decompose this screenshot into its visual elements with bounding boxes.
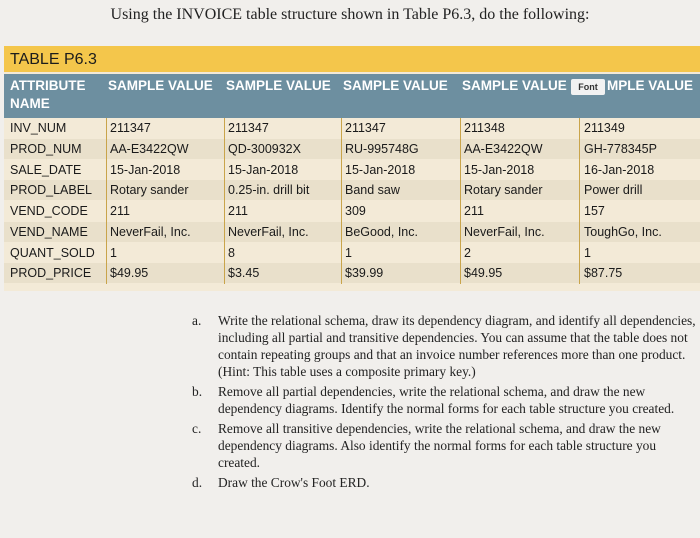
- cell: BeGood, Inc.: [345, 224, 418, 239]
- header-sample-value-2: SAMPLE VALUE: [226, 78, 331, 93]
- cell: 15-Jan-2018: [345, 162, 416, 177]
- cell: Rotary sander: [110, 183, 189, 198]
- font-tooltip-badge: Font: [571, 79, 605, 95]
- task-label: c.: [192, 421, 202, 436]
- cell: 309: [345, 204, 366, 218]
- cell: $49.95: [464, 266, 503, 281]
- table-header-row: [4, 74, 700, 118]
- cell: 211: [228, 204, 248, 218]
- cell: $49.95: [110, 266, 149, 281]
- cell: QUANT_SOLD: [10, 245, 95, 260]
- task-label: a.: [192, 313, 202, 328]
- table-row: [4, 263, 700, 283]
- cell: AA-E3422QW: [110, 141, 189, 156]
- cell: 211347: [110, 121, 151, 135]
- cell: Band saw: [345, 183, 400, 198]
- cell: NeverFail, Inc.: [464, 224, 545, 239]
- header-sample-value-4: SAMPLE VALUE: [462, 78, 567, 93]
- table-row: [4, 243, 700, 263]
- cell: NeverFail, Inc.: [228, 224, 309, 239]
- task-list: [192, 312, 700, 494]
- column-divider: [579, 118, 580, 284]
- cell: 211347: [345, 121, 386, 135]
- cell: $87.75: [584, 266, 623, 281]
- cell: SALE_DATE: [10, 162, 82, 177]
- cell: 211348: [464, 121, 505, 135]
- cell: PROD_NUM: [10, 141, 82, 156]
- task-item-b: [192, 383, 700, 417]
- table-row: [4, 180, 700, 200]
- table-row: [4, 139, 700, 159]
- column-divider: [460, 118, 461, 284]
- cell: Rotary sander: [464, 183, 543, 198]
- task-text: Remove all partial dependencies, write the relational schema, and draw the new dependency diagrams. Identify the normal forms for each table structure you created.: [218, 384, 675, 416]
- task-item-a: [192, 312, 700, 380]
- cell: INV_NUM: [10, 121, 67, 135]
- task-text: Remove all transitive dependencies, write the relational schema, and draw the new dependency diagrams. Also identify the normal forms for each table structure you created.: [218, 421, 661, 470]
- table-row: [4, 160, 700, 180]
- invoice-table: [4, 46, 700, 291]
- header-sample-value-3: SAMPLE VALUE: [343, 78, 448, 93]
- cell: 211: [110, 204, 130, 218]
- cell: 8: [228, 245, 235, 260]
- cell: $39.99: [345, 266, 384, 281]
- table-row: [4, 222, 700, 242]
- cell: ToughGo, Inc.: [584, 224, 662, 239]
- cell: GH-778345P: [584, 141, 657, 156]
- table-row: [4, 118, 700, 138]
- task-label: d.: [192, 475, 203, 490]
- cell: VEND_NAME: [10, 224, 88, 239]
- task-text: Write the relational schema, draw its dependency diagram, and identify all dependencies, including all partial and transitive dependencies. You can assume that the table does not contain repeating groups and that an invoice number references more than one product. (Hint: This table uses a composite primary key.): [218, 313, 696, 379]
- cell: 15-Jan-2018: [464, 162, 535, 177]
- cell: QD-300932X: [228, 141, 301, 156]
- cell: 1: [345, 245, 352, 260]
- cell: 15-Jan-2018: [110, 162, 181, 177]
- cell: PROD_LABEL: [10, 183, 92, 198]
- table-title: TABLE P6.3: [4, 46, 700, 72]
- cell: NeverFail, Inc.: [110, 224, 191, 239]
- cell: 2: [464, 245, 471, 260]
- header-sample-value-5: MPLE VALUE: [607, 78, 694, 93]
- cell: 211347: [228, 121, 269, 135]
- cell: PROD_PRICE: [10, 266, 92, 281]
- task-label: b.: [192, 384, 203, 399]
- task-text: Draw the Crow's Foot ERD.: [218, 475, 370, 490]
- task-item-d: [192, 474, 700, 491]
- cell: VEND_CODE: [10, 204, 88, 218]
- cell: 16-Jan-2018: [584, 162, 655, 177]
- table-row: [4, 201, 700, 221]
- column-divider: [224, 118, 225, 284]
- header-attribute-name: ATTRIBUTE NAME: [10, 78, 86, 111]
- cell: AA-E3422QW: [464, 141, 543, 156]
- cell: 0.25-in. drill bit: [228, 183, 310, 198]
- cell: Power drill: [584, 183, 643, 198]
- cell: 1: [110, 245, 117, 260]
- cell: 211: [464, 204, 484, 218]
- page-heading: Using the INVOICE table structure shown in Table P6.3, do the following:: [110, 6, 590, 23]
- header-sample-value-1: SAMPLE VALUE: [108, 78, 213, 93]
- cell: RU-995748G: [345, 141, 419, 156]
- cell: 1: [584, 245, 591, 260]
- column-divider: [106, 118, 107, 284]
- cell: 15-Jan-2018: [228, 162, 299, 177]
- table-body: [4, 118, 700, 284]
- cell: 211349: [584, 121, 625, 135]
- task-item-c: [192, 420, 700, 471]
- cell: 157: [584, 204, 605, 218]
- column-divider: [341, 118, 342, 284]
- cell: $3.45: [228, 266, 260, 281]
